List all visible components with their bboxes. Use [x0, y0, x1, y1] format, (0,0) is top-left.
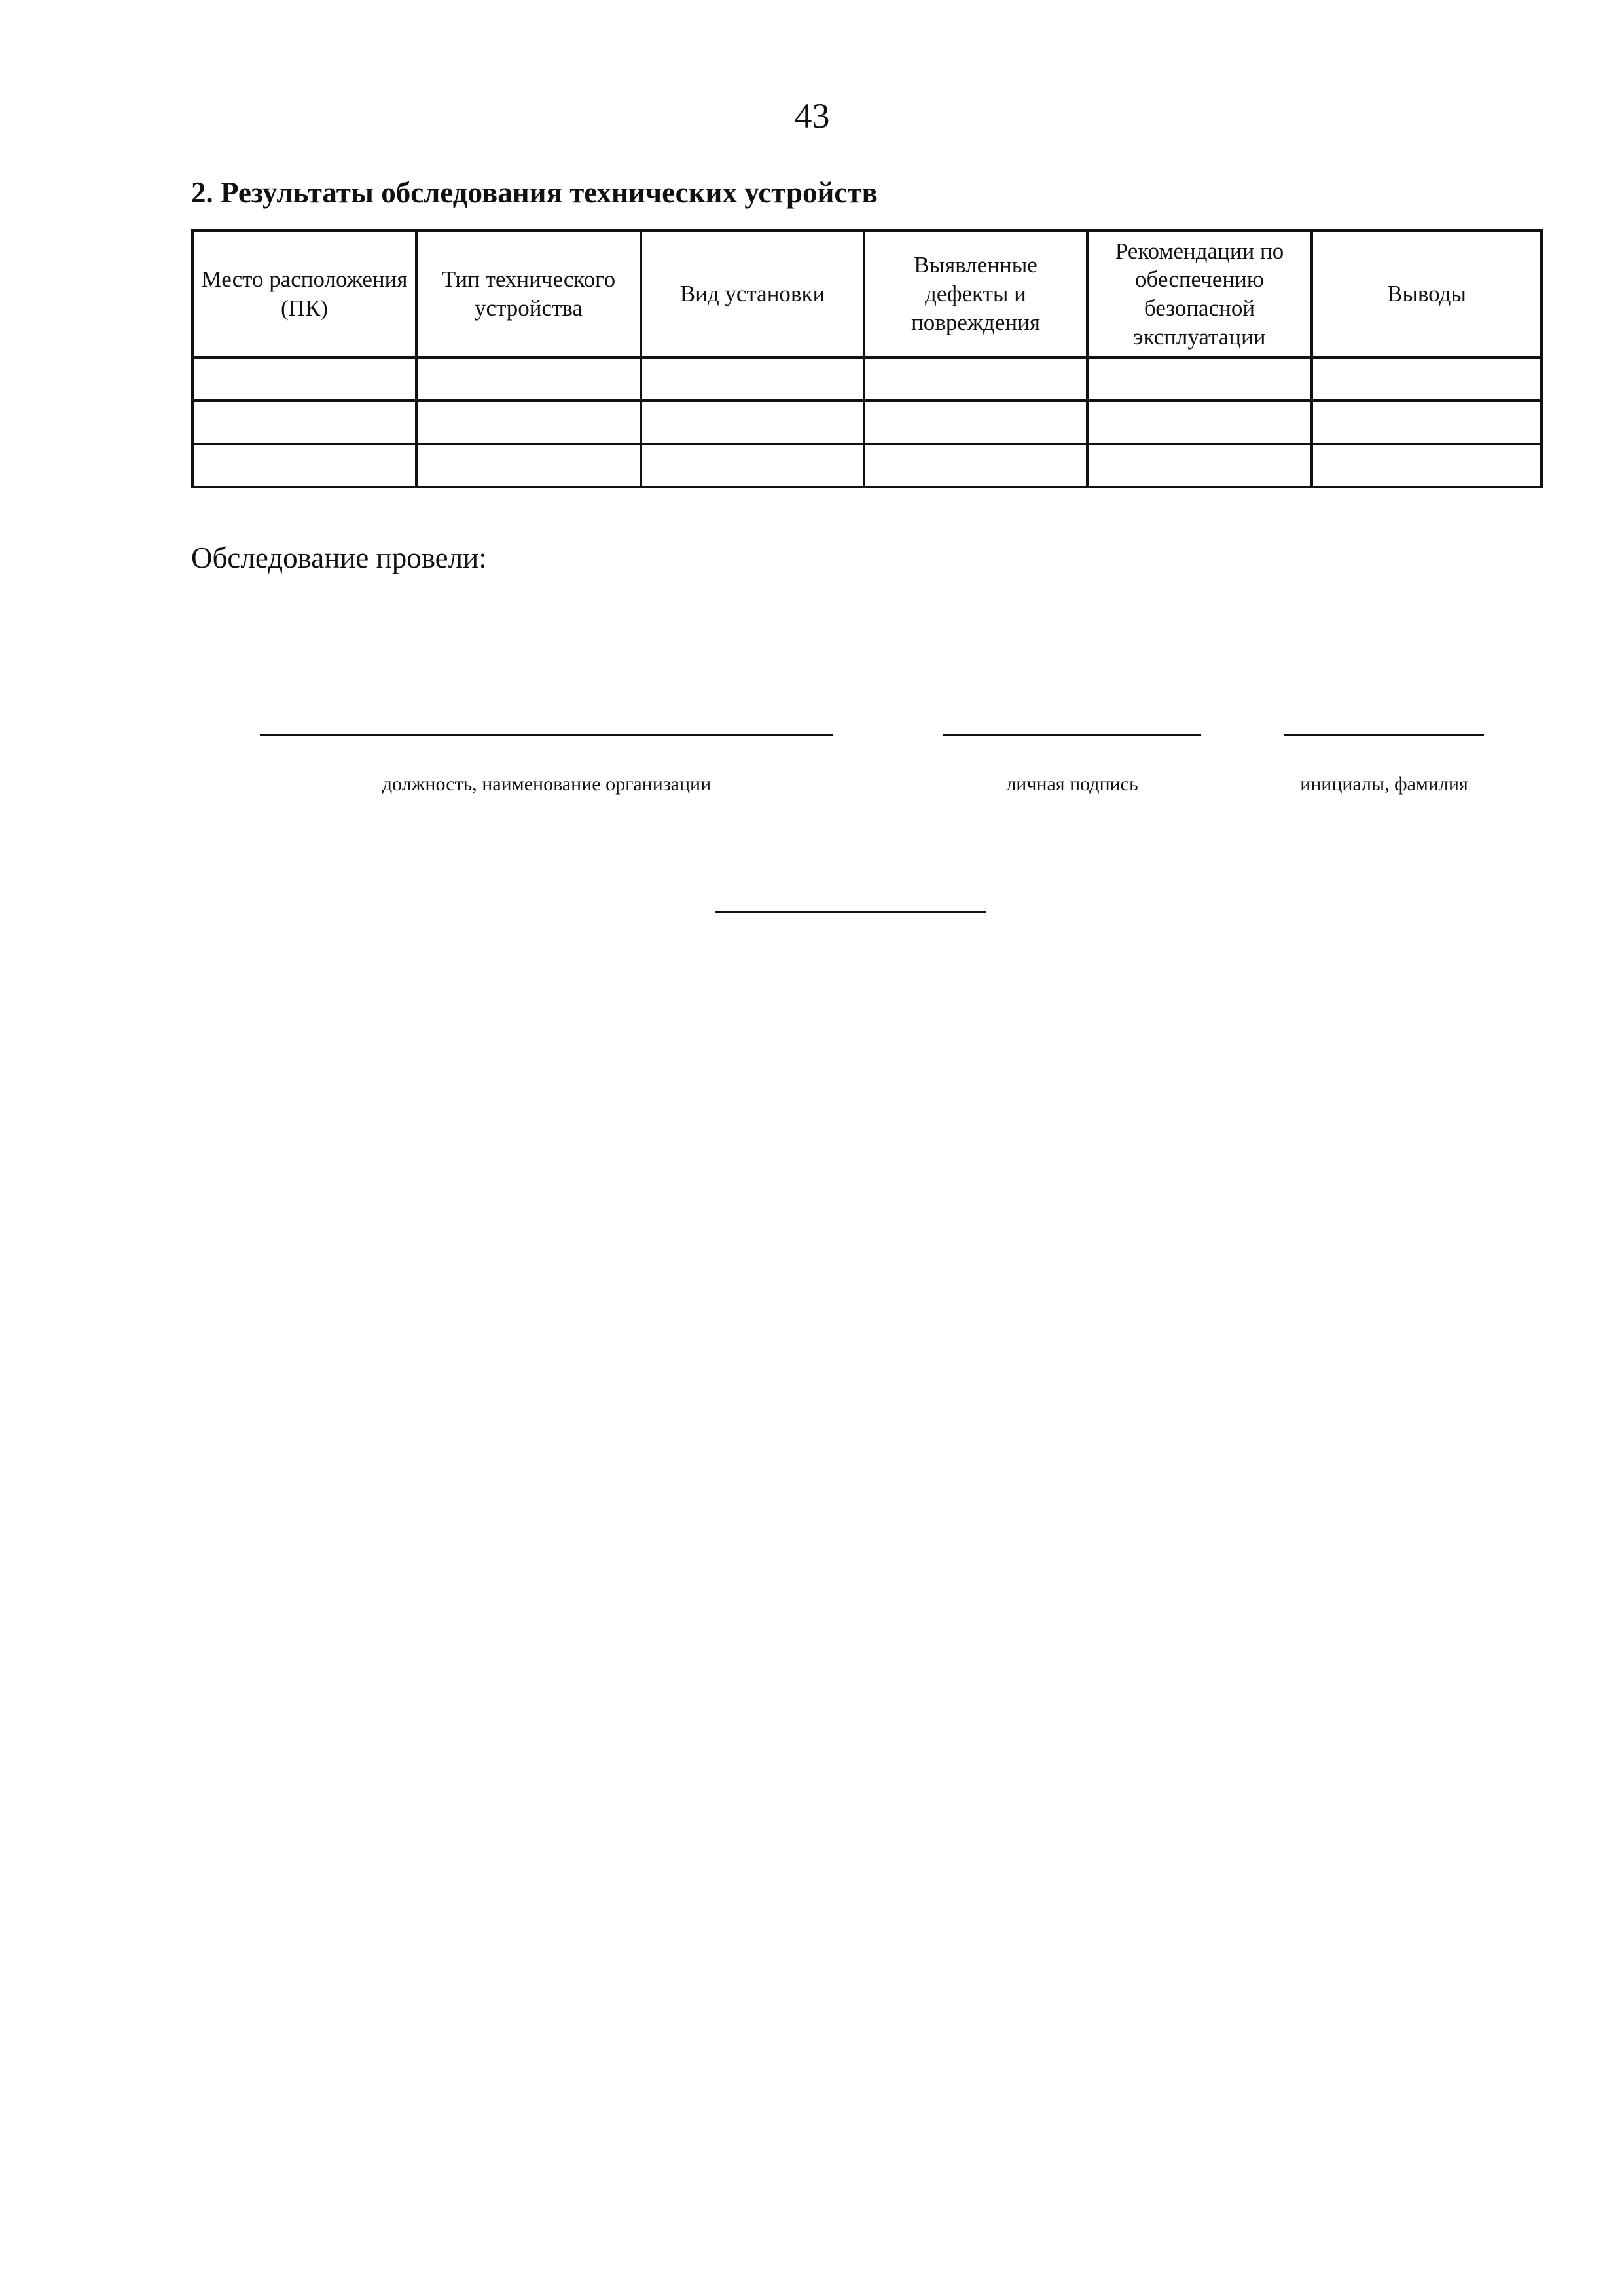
position-caption: должность, наименование организации: [382, 773, 712, 795]
table-cell: [1312, 401, 1542, 444]
table-row: [192, 357, 1542, 401]
table-cell: [192, 401, 416, 444]
column-header-installation-type: Вид установки: [641, 230, 864, 357]
table-cell: [416, 401, 641, 444]
column-header-defects: Выявленные дефекты и повреждения: [864, 230, 1087, 357]
column-header-device-type: Тип технического устройства: [416, 230, 641, 357]
column-header-recommendations: Рекомендации по обеспечению безопасной эксплуатации: [1087, 230, 1312, 357]
page-number: 43: [794, 96, 830, 136]
table-header-row: [192, 230, 1542, 357]
table-cell: [641, 357, 864, 401]
name-caption: инициалы, фамилия: [1300, 773, 1468, 795]
table-cell: [1312, 357, 1542, 401]
personal-signature-caption: личная подпись: [1006, 773, 1138, 795]
personal-signature-line: [943, 734, 1201, 736]
results-table: [191, 229, 1543, 488]
table-cell: [416, 444, 641, 487]
table-cell: [416, 357, 641, 401]
document-end-line: [715, 911, 986, 913]
table-cell: [1087, 357, 1312, 401]
position-signature-line: [260, 734, 833, 736]
table-row: [192, 444, 1542, 487]
table-cell: [864, 401, 1087, 444]
table-row: [192, 401, 1542, 444]
table-cell: [192, 444, 416, 487]
table-cell: [864, 444, 1087, 487]
name-signature-line: [1284, 734, 1484, 736]
column-header-location: Место расположения (ПК): [192, 230, 416, 357]
inspection-conducted-label: Обследование провели:: [191, 541, 487, 574]
section-title: 2. Результаты обследования технических устройств: [191, 176, 878, 209]
table-cell: [641, 444, 864, 487]
table-cell: [1312, 444, 1542, 487]
table-cell: [864, 357, 1087, 401]
table-cell: [1087, 444, 1312, 487]
table-cell: [641, 401, 864, 444]
column-header-conclusions: Выводы: [1312, 230, 1542, 357]
table-cell: [1087, 401, 1312, 444]
table-cell: [192, 357, 416, 401]
